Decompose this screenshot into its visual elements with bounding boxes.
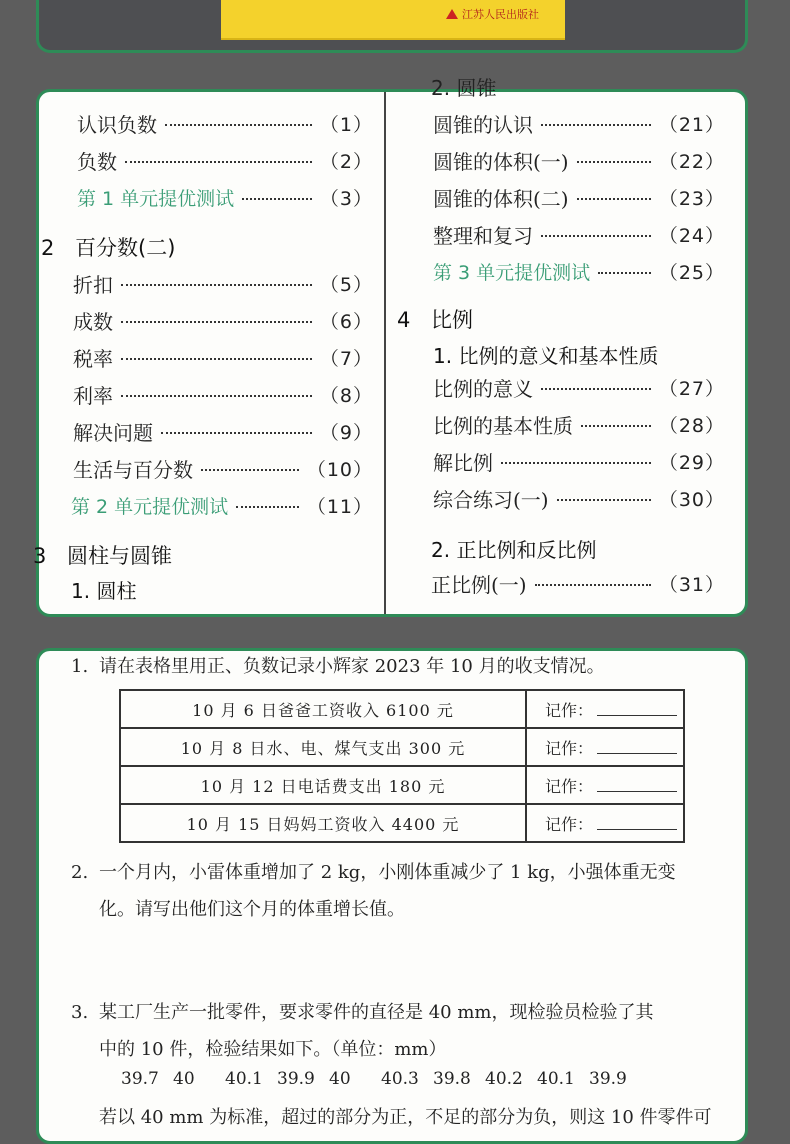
toc-unit-test[interactable]: 第 3 单元提优测试 （25） (433, 261, 725, 284)
top-photo-band (36, 0, 748, 53)
exercise-panel (36, 648, 748, 1144)
toc-item[interactable]: 圆锥的体积(二) （23） (433, 186, 725, 211)
toc-item[interactable]: 税率 （7） (73, 346, 373, 371)
measurement-value: 39.9 (589, 1069, 627, 1089)
table-row (120, 804, 684, 842)
table-row (120, 690, 684, 728)
chapter-heading: 3 圆柱与圆锥 (33, 544, 172, 568)
toc-item[interactable]: 生活与百分数 （10） (73, 457, 373, 482)
table-cell-item: 10 月 6 日爸爸工资收入 6100 元 (120, 690, 526, 728)
measurement-value: 40.1 (537, 1069, 575, 1089)
table-cell-record[interactable]: 记作： (526, 690, 684, 728)
answer-blank[interactable] (597, 739, 677, 754)
measurement-value: 40.1 (225, 1069, 263, 1089)
table-cell-record[interactable]: 记作： (526, 804, 684, 842)
answer-blank[interactable] (597, 701, 677, 716)
toc-item[interactable]: 认识负数 （1） (77, 112, 373, 137)
table-cell-item: 10 月 8 日水、电、煤气支出 300 元 (120, 728, 526, 766)
column-divider (384, 92, 386, 614)
chapter-heading: 4 比例 (397, 308, 473, 332)
publisher-logo-icon (446, 9, 458, 19)
toc-item[interactable]: 利率 （8） (73, 383, 373, 408)
measurement-value: 39.8 (433, 1069, 471, 1089)
table-cell-record[interactable]: 记作： (526, 766, 684, 804)
toc-item[interactable]: 比例的基本性质 （28） (433, 413, 725, 438)
toc-item[interactable]: 成数 （6） (73, 309, 373, 334)
toc-panel (33, 76, 748, 617)
table-cell-item: 10 月 12 日电话费支出 180 元 (120, 766, 526, 804)
measurement-value: 40 (173, 1069, 195, 1089)
publisher-name: 江苏人民出版社 (462, 8, 539, 21)
toc-item[interactable]: 解比例 （29） (433, 450, 725, 475)
publisher-label (446, 6, 539, 22)
question-3: 3. 某工厂生产一批零件，要求零件的直径是 40 mm，现检验员检验了其 (71, 1002, 654, 1023)
answer-blank[interactable] (597, 815, 677, 830)
toc-unit-test[interactable]: 第 2 单元提优测试 （11） (71, 495, 373, 518)
table-cell-record[interactable]: 记作： (526, 728, 684, 766)
cut-section-heading: 2. 圆锥 (431, 76, 497, 100)
chapter-heading: 2 百分数(二) (41, 236, 176, 260)
section-heading: 1. 圆柱 (71, 579, 137, 603)
question-3-line-3: 若以 40 mm 为标准，超过的部分为正，不足的部分为负，则这 10 件零件可 (99, 1107, 712, 1128)
measurement-value: 40.3 (381, 1069, 419, 1089)
section-heading: 1. 比例的意义和基本性质 (433, 344, 659, 368)
table-cell-item: 10 月 15 日妈妈工资收入 4400 元 (120, 804, 526, 842)
income-expense-table (119, 689, 685, 843)
toc-item[interactable]: 折扣 （5） (73, 272, 373, 297)
toc-item[interactable]: 圆锥的认识 （21） (433, 112, 725, 137)
question-2: 2. 一个月内，小雷体重增加了 2 kg，小刚体重减少了 1 kg，小强体重无变 (71, 862, 676, 883)
toc-item[interactable]: 比例的意义 （27） (433, 376, 725, 401)
table-row (120, 766, 684, 804)
table-row (120, 728, 684, 766)
toc-item[interactable]: 整理和复习 （24） (433, 223, 725, 248)
measurement-value: 39.9 (277, 1069, 315, 1089)
book-cover (221, 0, 565, 40)
toc-item[interactable]: 正比例(一) （31） (431, 572, 725, 597)
measurement-value: 40 (329, 1069, 351, 1089)
measurement-value: 39.7 (121, 1069, 159, 1089)
toc-item[interactable]: 解决问题 （9） (73, 420, 373, 445)
toc-item[interactable]: 综合练习(一) （30） (433, 487, 725, 512)
toc-item[interactable]: 负数 （2） (77, 149, 373, 174)
answer-blank[interactable] (597, 777, 677, 792)
measurement-list (121, 1069, 641, 1089)
toc-item[interactable]: 圆锥的体积(一) （22） (433, 149, 725, 174)
question-2-line-2: 化。请写出他们这个月的体重增长值。 (99, 899, 405, 920)
measurement-value: 40.2 (485, 1069, 523, 1089)
toc-unit-test[interactable]: 第 1 单元提优测试 （3） (77, 187, 373, 210)
section-heading: 2. 正比例和反比例 (431, 538, 597, 562)
question-3-line-2: 中的 10 件，检验结果如下。（单位：mm） (99, 1039, 447, 1060)
question-1: 1. 请在表格里用正、负数记录小辉家 2023 年 10 月的收支情况。 (71, 656, 605, 677)
